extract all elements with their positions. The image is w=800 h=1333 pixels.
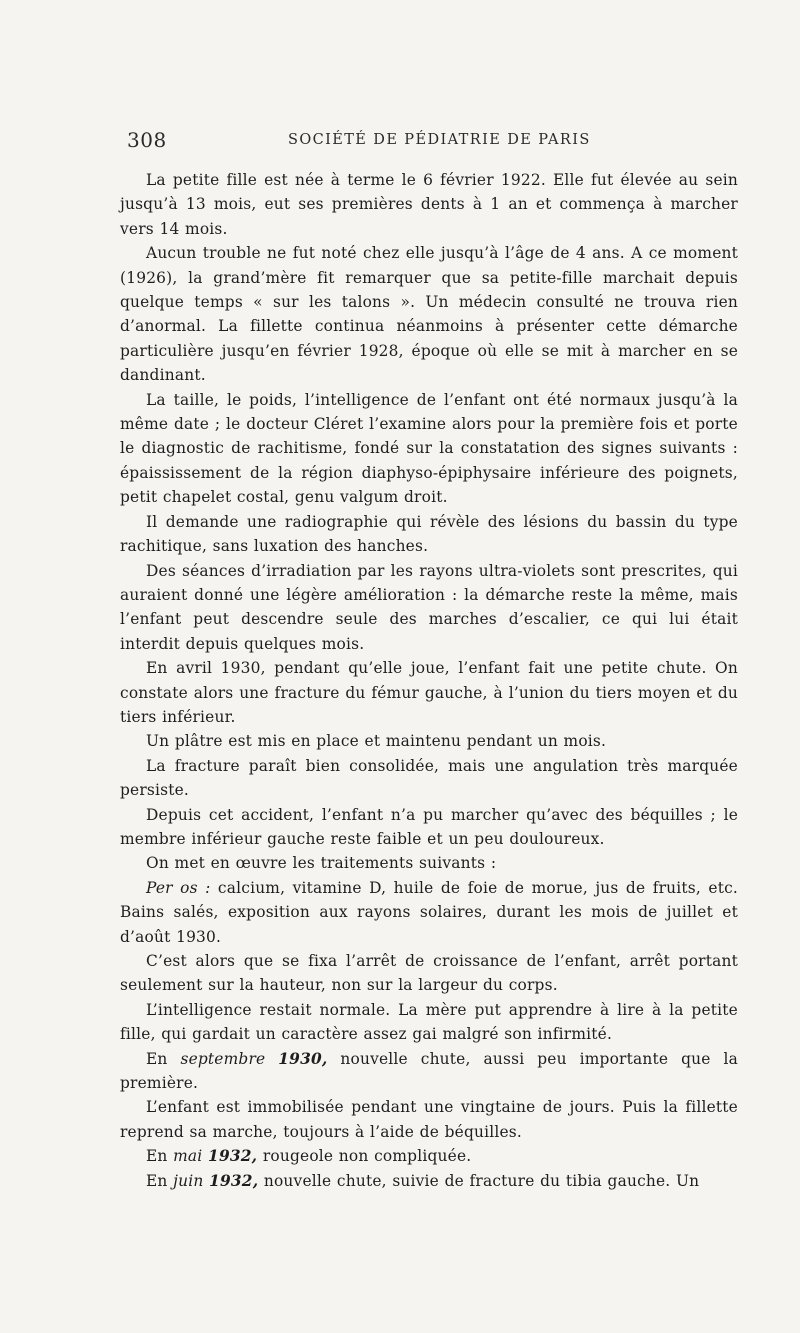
paragraph-femur-fracture: En avril 1930, pendant qu’elle joue, l’enfant fait une petite chute. On constate alors une fracture du fémur gauche, à l’union du tiers moyen et du tiers inférieur. — [120, 659, 738, 726]
september-month: septembre — [180, 1049, 266, 1068]
paragraph-immobilised: L’enfant est immobilisée pendant une vingtaine de jours. Puis la fillette reprend sa marche, toujours à l’aide de béquilles. — [120, 1098, 738, 1141]
june-text: nouvelle chute, suivie de fracture du tibia gauche. Un — [258, 1171, 700, 1190]
page-header — [120, 128, 738, 154]
paragraph-plaster: Un plâtre est mis en place et maintenu pendant un mois. — [146, 732, 607, 751]
paragraph-crutches: Depuis cet accident, l’enfant n’a pu marcher qu’avec des béquilles ; le membre inférieur gauche reste faible et un peu douloureux. — [120, 805, 738, 848]
paragraph-irradiation: Des séances d’irradiation par les rayons ultra-violets sont prescrites, qui auraient donné une légère amélioration : la démarche reste la même, mais l’enfant peut descendre seule des marches d’escalier, ce qui lui était interdit depuis quelques mois. — [120, 561, 738, 653]
paragraph-may — [120, 1144, 738, 1168]
june-prefix: En — [146, 1171, 174, 1190]
paragraph-angulation: La fracture paraît bien consolidée, mais une angulation très marquée persiste. — [120, 756, 738, 800]
may-text: rougeole non compliquée. — [257, 1147, 472, 1166]
per-os-label: Per os : — [146, 878, 211, 897]
paragraph-birth: La petite fille est née à terme le 6 février 1922. Elle fut élevée au sein jusqu’à 13 mois, eut ses premières dents à 1 an et commença à marcher vers 14 mois. — [120, 171, 738, 238]
paragraph-radiography: Il demande une radiographie qui révèle des lésions du bassin du type rachitique, sans luxation des hanches. — [120, 512, 738, 556]
body-text — [120, 168, 738, 1193]
september-space — [265, 1050, 278, 1068]
per-os-text: calcium, vitamine D, huile de foie de morue, jus de fruits, etc. Bains salés, exposition aux rayons solaires, durant les mois de juillet et d’août 1930. — [120, 878, 738, 946]
june-year: 1932, — [209, 1171, 259, 1190]
september-text: nouvelle chute, aussi peu importante que la première. — [120, 1049, 738, 1093]
paragraph-treatments: On met en œuvre les traitements suivants : — [146, 854, 497, 873]
paragraph-september — [120, 1047, 738, 1096]
running-head: SOCIÉTÉ DE PÉDIATRIE DE PARIS — [288, 132, 591, 148]
paragraph-intelligence: L’intelligence restait normale. La mère put apprendre à lire à la petite fille, qui gardait un caractère assez gai malgré son infirmité. — [120, 1000, 738, 1044]
may-prefix: En — [146, 1147, 174, 1166]
may-year: 1932, — [208, 1147, 258, 1166]
september-year: 1930, — [278, 1049, 328, 1068]
september-prefix: En — [146, 1049, 181, 1068]
may-month: mai — [173, 1147, 203, 1166]
paragraph-diagnosis: La taille, le poids, l’intelligence de l’enfant ont été normaux jusqu’à la même date ; le docteur Cléret l’examine alors pour la première fois et porte le diagnostic de rachitisme, fondé sur la constatation des signes suivants : épaississement de la région diaphyso-épiphysaire inférieure des poignets, petit chapelet costal, genu valgum droit. — [120, 390, 738, 507]
paragraph-growth-arrest: C’est alors que se fixa l’arrêt de croissance de l’enfant, arrêt portant seulement sur la hauteur, non sur la largeur du corps. — [120, 952, 738, 995]
june-month: juin — [173, 1171, 204, 1190]
paragraph-june — [120, 1169, 738, 1193]
paragraph-per-os — [120, 876, 738, 949]
page-number: 308 — [127, 128, 167, 152]
paragraph-first-trouble: Aucun trouble ne fut noté chez elle jusqu’à l’âge de 4 ans. A ce moment (1926), la grand’mère fit remarquer que sa petite-fille marchait depuis quelque temps « sur les talons ». Un médecin consulté ne trouva rien d’anormal. La fillette continua néanmoins à présenter cette démarche particulière jusqu’en février 1928, époque où elle se mit à marcher en se dandinant. — [120, 244, 738, 385]
